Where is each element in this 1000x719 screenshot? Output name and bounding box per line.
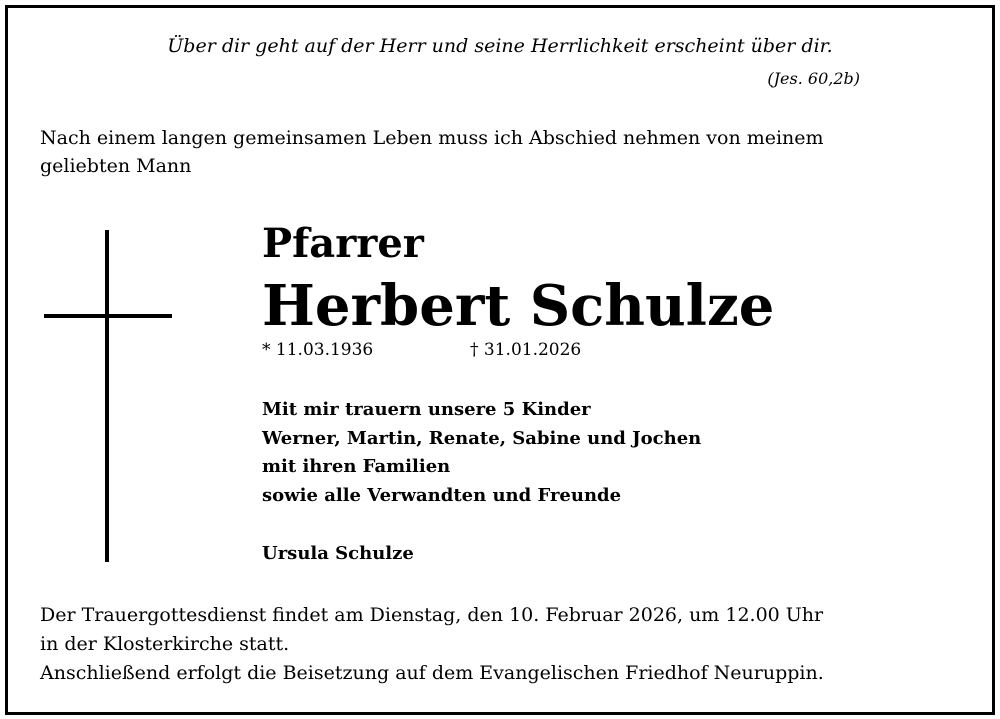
mourners-line: mit ihren Familien <box>262 456 451 477</box>
service-line: Der Trauergottesdienst findet am Dienstag, den 10. Februar 2026, um 12.00 Uhr <box>40 604 824 626</box>
mourners-line: sowie alle Verwandten und Freunde <box>262 484 622 506</box>
deceased-name: Herbert Schulze <box>262 273 775 339</box>
bible-verse: Über dir geht auf der Herr und seine Herrlichkeit erscheint über dir. <box>167 35 833 57</box>
service-line: in der Klosterkirche statt. <box>40 633 290 655</box>
birth-date: * 11.03.1936 <box>262 340 374 360</box>
cross-vertical-bar <box>105 230 109 562</box>
cross-horizontal-bar <box>44 314 172 318</box>
intro-text <box>40 124 824 180</box>
service-details <box>40 601 824 688</box>
signature: Ursula Schulze <box>262 543 414 564</box>
service-line: Anschließend erfolgt die Beisetzung auf dem Evangelischen Friedhof Neuruppin. <box>40 662 824 684</box>
intro-line: geliebten Mann <box>40 155 192 177</box>
mourners-line: Werner, Martin, Renate, Sabine und Jochen <box>262 427 702 449</box>
deceased-title: Pfarrer <box>262 220 424 267</box>
bible-verse-reference: (Jes. 60,2b) <box>767 69 860 88</box>
intro-line: Nach einem langen gemeinsamen Leben muss ich Abschied nehmen von meinem <box>40 127 824 149</box>
death-date: † 31.01.2026 <box>470 340 582 360</box>
mourners-list <box>262 396 701 510</box>
mourners-line: Mit mir trauern unsere 5 Kinder <box>262 399 591 420</box>
